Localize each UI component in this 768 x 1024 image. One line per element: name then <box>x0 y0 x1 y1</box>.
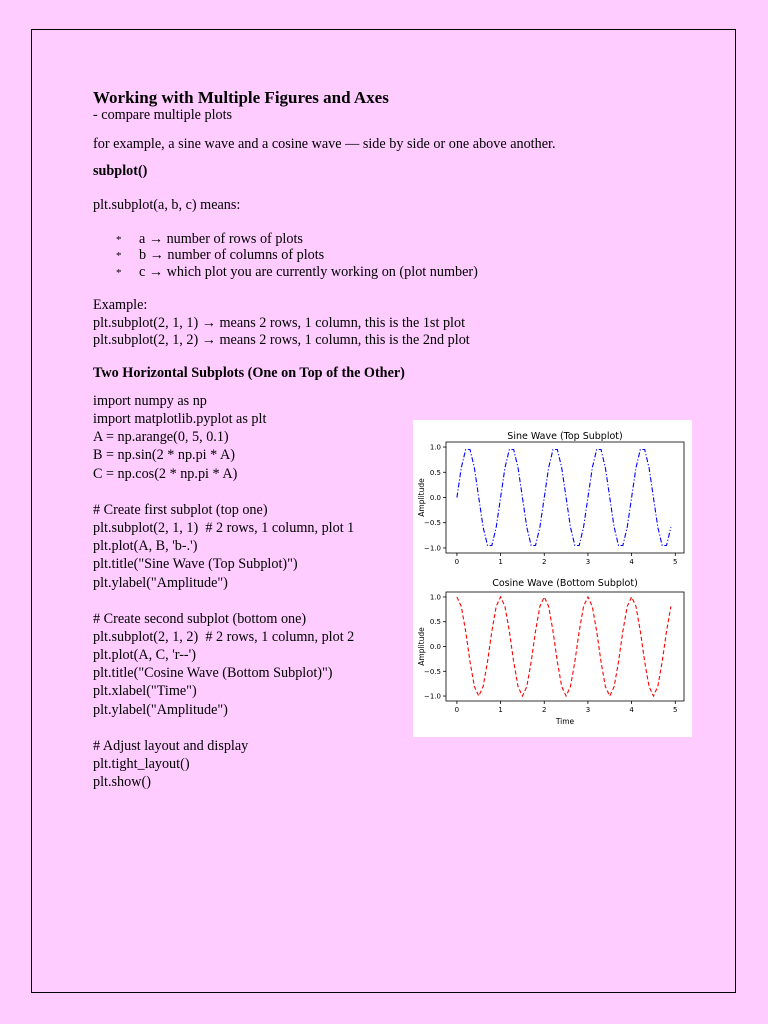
code-line: import numpy as np <box>93 393 207 409</box>
x-tick-label: 0 <box>454 558 460 566</box>
x-tick-label: 2 <box>542 706 547 714</box>
code-line: # Adjust layout and display <box>93 737 249 754</box>
x-tick-label: 2 <box>542 558 547 566</box>
x-tick-label: 3 <box>585 706 591 714</box>
code-line: plt.ylabel("Amplitude") <box>93 574 228 591</box>
bullet-icon: * <box>116 267 122 279</box>
plot-frame <box>446 442 684 553</box>
intro-text: for example, a sine wave and a cosine wave — side by side or one above another. <box>93 136 556 152</box>
series-line-2-1 <box>457 597 671 696</box>
code-line: C = np.cos(2 * np.pi * A) <box>93 465 238 482</box>
example-line-2: plt.subplot(2, 1, 2) → means 2 rows, 1 column, this is the 2nd plot <box>93 332 470 348</box>
bullet-icon: * <box>116 234 122 246</box>
y-tick-label: −0.5 <box>424 667 441 676</box>
code-line: plt.ylabel("Amplitude") <box>93 701 228 718</box>
page-title: Working with Multiple Figures and Axes <box>93 88 389 107</box>
code-line: # Create first subplot (top one) <box>93 501 268 518</box>
x-tick-label: 5 <box>673 706 678 714</box>
figure <box>413 420 692 737</box>
code-line: plt.title("Cosine Wave (Bottom Subplot)") <box>93 665 333 682</box>
code-line: plt.tight_layout() <box>93 756 190 772</box>
code-line: plt.title("Sine Wave (Top Subplot)") <box>93 556 298 573</box>
y-tick-label: 0.0 <box>429 643 441 651</box>
series-line-1-1 <box>457 450 671 546</box>
x-tick-label: 1 <box>498 558 503 566</box>
y-tick-label: 0.5 <box>429 468 441 477</box>
x-tick-label: 1 <box>498 706 503 714</box>
code-line: plt.subplot(2, 1, 2) # 2 rows, 1 column, plot 2 <box>93 628 355 645</box>
chart-title-1: Sine Wave (Top Subplot) <box>507 431 623 442</box>
bullet-item-c: c → which plot you are currently working on (plot number) <box>139 264 478 280</box>
code-line: plt.show() <box>93 774 151 791</box>
code-line: plt.plot(A, C, 'r--') <box>93 647 196 664</box>
code-line: # Create second subplot (bottom one) <box>93 610 307 627</box>
y-tick-label: −0.5 <box>424 519 441 528</box>
code-line: B = np.sin(2 * np.pi * A) <box>93 447 235 464</box>
section-title: Two Horizontal Subplots (One on Top of the Other) <box>93 365 405 381</box>
example-line-1: plt.subplot(2, 1, 1) → means 2 rows, 1 column, this is the 1st plot <box>93 315 466 331</box>
code-line: import matplotlib.pyplot as plt <box>93 411 267 428</box>
y-tick-label: 1.0 <box>429 443 441 452</box>
x-axis-label: Time <box>555 717 575 726</box>
x-tick-label: 5 <box>673 558 678 566</box>
bullet-icon: * <box>116 250 122 262</box>
x-tick-label: 0 <box>454 706 460 714</box>
x-tick-label: 4 <box>629 706 634 714</box>
x-tick-label: 4 <box>629 558 634 566</box>
y-tick-label: −1.0 <box>424 692 441 701</box>
y-tick-label: 0.5 <box>429 618 441 627</box>
subplot-description: plt.subplot(a, b, c) means: <box>93 197 241 213</box>
code-line: plt.subplot(2, 1, 1) # 2 rows, 1 column, plot 1 <box>93 520 355 537</box>
bullet-item-b: b → number of columns of plots <box>139 247 325 263</box>
code-line: plt.xlabel("Time") <box>93 683 197 700</box>
y-axis-label: Amplitude <box>417 478 426 517</box>
x-tick-label: 3 <box>585 558 591 566</box>
chart-title-2: Cosine Wave (Bottom Subplot) <box>492 578 638 589</box>
y-axis-label: Amplitude <box>417 627 426 666</box>
y-tick-label: 1.0 <box>429 593 441 602</box>
example-label: Example: <box>93 297 148 313</box>
y-tick-label: 0.0 <box>429 494 441 502</box>
y-tick-label: −1.0 <box>424 544 441 553</box>
subheading: - compare multiple plots <box>93 107 233 123</box>
bullet-item-a: a → number of rows of plots <box>139 231 303 247</box>
code-line: A = np.arange(0, 5, 0.1) <box>93 429 229 446</box>
code-line: plt.plot(A, B, 'b-.') <box>93 538 198 555</box>
subplot-heading: subplot() <box>93 163 148 179</box>
